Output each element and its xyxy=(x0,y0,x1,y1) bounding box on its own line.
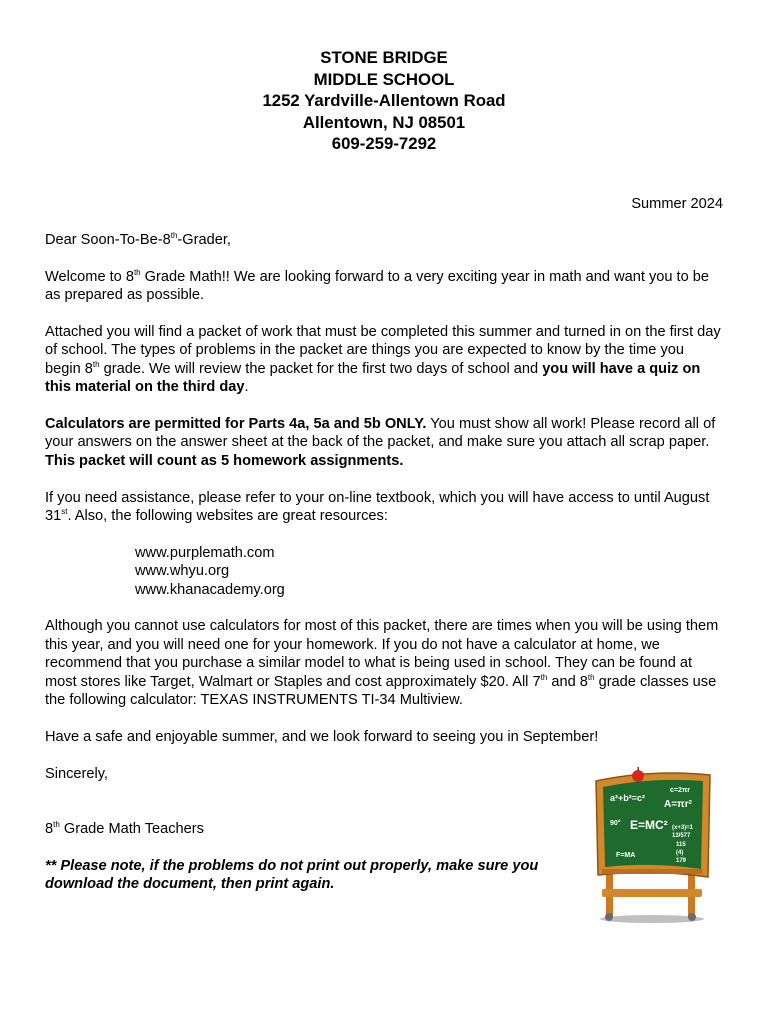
chalkboard-clipart xyxy=(590,765,715,925)
link-purplemath[interactable]: www.purplemath.com xyxy=(135,544,275,561)
chalk-formula: F=MA xyxy=(616,852,636,859)
text: Grade Math!! We are looking forward to a very exciting year in math and want you to be as prepared as possible. xyxy=(45,268,709,304)
paragraph-welcome xyxy=(45,268,723,305)
link-whyu[interactable]: www.whyu.org xyxy=(135,563,230,580)
chalk-formula: 115 xyxy=(676,842,686,848)
text: and 8 xyxy=(547,673,588,690)
school-name-line2: MIDDLE SCHOOL xyxy=(313,69,455,89)
text: . Also, the following websites are great resources: xyxy=(67,507,388,524)
text: If you need assistance, please refer to your on-line textbook, which you will have access to until August 31 xyxy=(45,489,710,524)
chalk-formula: c=2πr xyxy=(670,787,690,794)
greeting-text: Dear Soon-To-Be-8 xyxy=(45,231,171,248)
text: grade. We will review the packet for the first two days of school and xyxy=(99,360,543,377)
calculator-notice: Calculators are permitted for Parts 4a, 5a and 5b ONLY. xyxy=(45,415,427,432)
chalk-formula: 179 xyxy=(676,858,687,864)
chalk-tray xyxy=(602,869,702,874)
superscript: th xyxy=(53,819,60,829)
closing: Sincerely, xyxy=(45,765,108,782)
greeting-text: -Grader, xyxy=(177,231,231,248)
letter-date: Summer 2024 xyxy=(631,195,723,212)
paragraph-farewell: Have a safe and enjoyable summer, and we look forward to seeing you in September! xyxy=(45,728,599,745)
superscript: st xyxy=(61,506,68,516)
school-name-line1: STONE BRIDGE xyxy=(320,48,448,67)
text: grade classes use the following calculator: TEXAS INSTRUMENTS TI-34 Multiview. xyxy=(45,673,717,708)
text: You must show all work! Please record all of your answers on the answer sheet at the back of the packet, and make sure you attach all scrap paper. xyxy=(45,415,716,451)
apple-icon xyxy=(632,770,644,782)
chalk-formula: (4) xyxy=(676,850,684,856)
wheel xyxy=(605,913,613,921)
school-address: 1252 Yardville-Allentown Road xyxy=(262,91,506,110)
text: Welcome to 8 xyxy=(45,268,134,285)
school-header xyxy=(45,47,723,155)
superscript: th xyxy=(133,267,141,277)
quiz-notice: you will have a quiz on this material on the third day xyxy=(45,360,701,396)
link-khanacademy[interactable]: www.khanacademy.org xyxy=(135,581,285,598)
school-phone: 609-259-7292 xyxy=(331,134,437,153)
chalk-formula: 90° xyxy=(610,820,621,827)
paragraph-calculator-purchase xyxy=(45,617,723,709)
wheel xyxy=(688,913,696,921)
superscript: th xyxy=(170,230,178,240)
print-note: ** Please note, if the problems do not print out properly, make sure you download the document, then print again. xyxy=(45,857,539,893)
text: . xyxy=(244,379,249,396)
text: Attached you will find a packet of work that must be completed this summer and turned in on the first day of school. The types of problems in the packet are things you are expected to know by the time you begin 8 xyxy=(45,323,721,377)
greeting xyxy=(45,231,723,249)
homework-notice: This packet will count as 5 homework assignments. xyxy=(45,452,404,469)
chalk-formula: A=πr² xyxy=(664,799,692,810)
paragraph-calculators xyxy=(45,415,723,470)
chalk-formula: E=MC² xyxy=(630,818,668,832)
easel-crossbar xyxy=(602,889,702,897)
superscript: th xyxy=(92,359,100,369)
superscript: th xyxy=(587,672,595,682)
chalk-formula: a²+b²=c² xyxy=(610,793,646,803)
chalk-formula: 13/577 xyxy=(672,833,691,839)
text: Grade Math Teachers xyxy=(59,820,204,837)
chalk-formula: (x+3)=1 xyxy=(672,825,694,831)
resource-links xyxy=(45,544,723,599)
school-city: Allentown, NJ 08501 xyxy=(302,112,466,132)
paragraph-assistance xyxy=(45,489,723,526)
text: Although you cannot use calculators for most of this packet, there are times when you will be using them this year, and you will need one for your homework. If you do not have a calculator at home, we recommend that you purchase a similar model to what is being used in school. They can be found at most stores like Target, Walmart or Staples and cost approximately $20. All 7 xyxy=(45,618,719,690)
superscript: th xyxy=(540,672,548,682)
paragraph-packet xyxy=(45,323,723,397)
text: 8 xyxy=(45,820,54,837)
